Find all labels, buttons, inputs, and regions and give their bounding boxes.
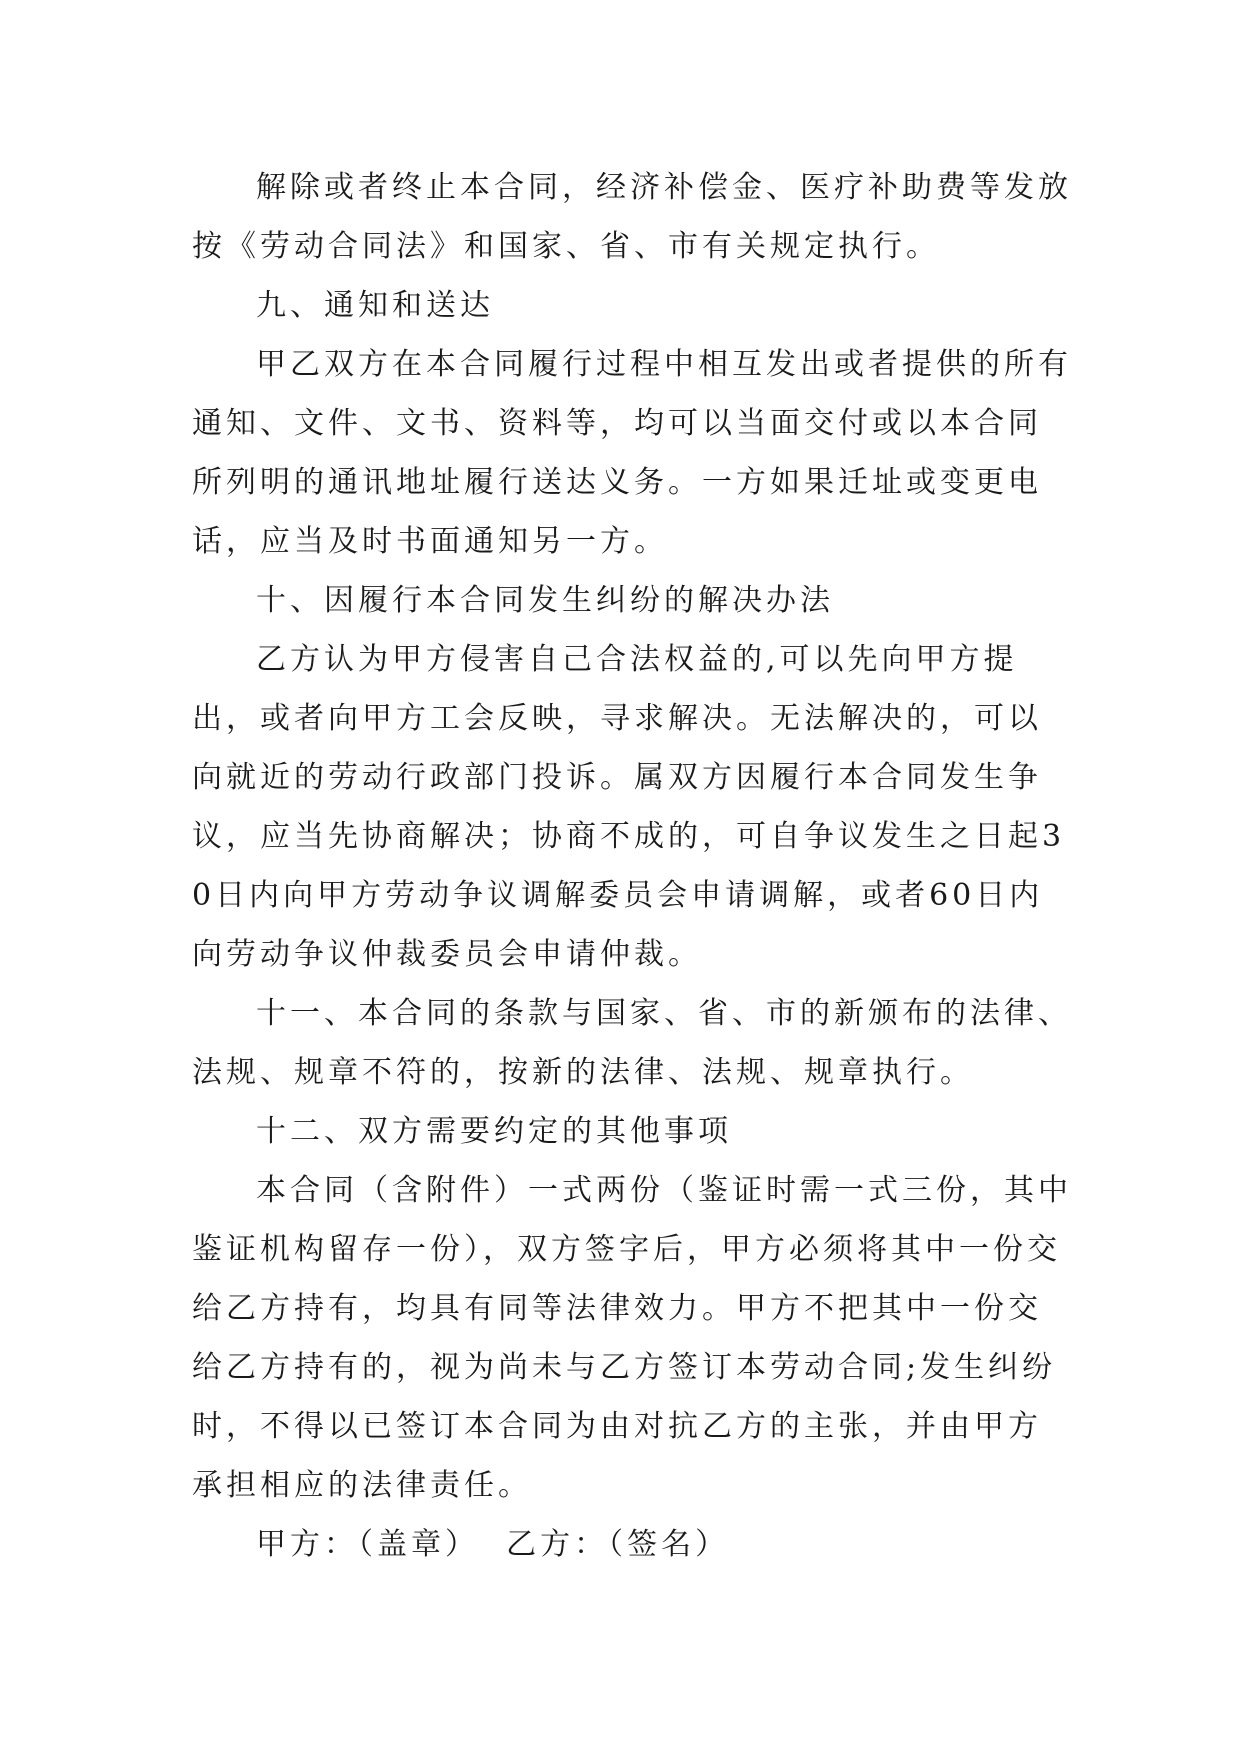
heading-dispute-resolution: 十、因履行本合同发生纠纷的解决办法 (256, 583, 834, 618)
para-new-regulations: 十一、本合同的条款与国家、省、市的新颁布的法律、法规、规章不符的，按新的法律、法规、规章执行。 (192, 996, 1072, 1090)
heading-notice-delivery: 九、通知和送达 (256, 288, 494, 323)
document-body (192, 158, 1072, 1574)
para-copies: 本合同（含附件）一式两份（鉴证时需一式三份，其中鉴证机构留存一份），双方签字后，甲方必须将其中一份交给乙方持有，均具有同等法律效力。甲方不把其中一份交给乙方持有的，视为尚未与乙方签订本劳动合同;发生纠纷时，不得以已签订本合同为由对抗乙方的主张，并由甲方承担相应的法律责任。 (192, 1173, 1072, 1503)
para-notice-delivery: 甲乙双方在本合同履行过程中相互发出或者提供的所有通知、文件、文书、资料等，均可以当面交付或以本合同所列明的通讯地址履行送达义务。一方如果迁址或变更电话，应当及时书面通知另一方。 (192, 347, 1072, 559)
heading-other-matters: 十二、双方需要约定的其他事项 (256, 1114, 732, 1149)
signature-party-b: 乙方：（签名） (506, 1527, 730, 1562)
para-dispute-resolution: 乙方认为甲方侵害自己合法权益的,可以先向甲方提出，或者向甲方工会反映，寻求解决。无法解决的，可以向就近的劳动行政部门投诉。属双方因履行本合同发生争议，应当先协商解决；协商不成的，可自争议发生之日起30日内向甲方劳动争议调解委员会申请调解，或者60日内向劳动争议仲裁委员会申请仲裁。 (192, 642, 1066, 972)
signature-line (192, 1515, 1072, 1574)
signature-party-a: 甲方：（盖章） (256, 1527, 479, 1562)
para-compensation-release: 解除或者终止本合同，经济补偿金、医疗补助费等发放按《劳动合同法》和国家、省、市有关规定执行。 (192, 170, 1072, 264)
